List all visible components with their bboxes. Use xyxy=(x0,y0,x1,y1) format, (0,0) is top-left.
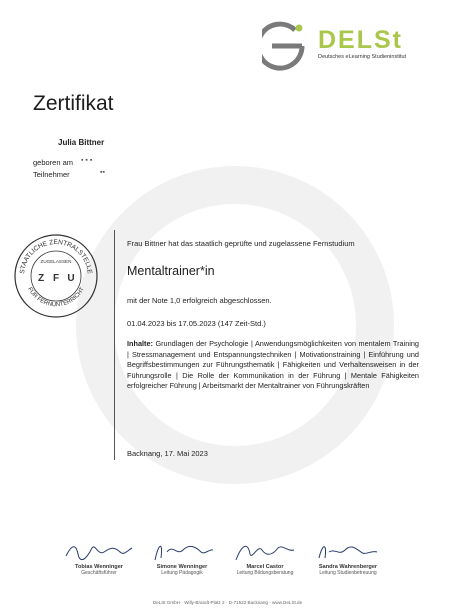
intro-text: Frau Bittner hat das staatlich geprüfte und zugelassene Fernstudium xyxy=(127,239,355,248)
course-title: Mentaltrainer*in xyxy=(127,264,215,278)
contents-label: Inhalte: xyxy=(127,339,153,348)
signature-role: Leitung Pädagogik xyxy=(161,570,203,576)
logo-wordmark: DELSt xyxy=(318,26,403,54)
seal-top-text: STAATLICHE ZENTRALSTELLE xyxy=(19,238,93,275)
redacted-birthdate: ▪︎ ▪︎ ▪︎ xyxy=(81,157,93,164)
signature-icon xyxy=(311,540,385,562)
signature-role: Leitung Studienbetreuung xyxy=(319,570,377,576)
content-divider xyxy=(114,230,115,460)
signature-block xyxy=(222,540,308,576)
seal-letter-f: F xyxy=(52,273,60,284)
participant-label: Teilnehmer xyxy=(33,170,70,179)
signature-name: Marcel Castor xyxy=(246,564,284,570)
place-date: Backnang, 17. Mai 2023 xyxy=(127,449,208,458)
signature-role: Geschäftsführer xyxy=(81,570,117,576)
signature-name: Simone Wenninger xyxy=(156,564,208,570)
signature-icon xyxy=(145,540,219,562)
redacted-participant-number: ▪︎▪︎ xyxy=(100,169,105,176)
signature-block xyxy=(305,540,391,576)
seal-bottom-text: FÜR FERNUNTERRICHT xyxy=(26,286,86,309)
contents-block xyxy=(127,339,419,392)
footer-address: DeLSt GmbH · Willy-Brandt-Platz 2 · D-71522 Backnang · www.DeLSt.de xyxy=(152,600,303,605)
zfu-seal xyxy=(13,233,99,319)
signature-block xyxy=(56,540,142,576)
grade-text: mit der Note 1,0 erfolgreich abgeschlossen. xyxy=(127,296,272,305)
signature-icon xyxy=(228,540,302,562)
signature-name: Sandra Wahrenberger xyxy=(318,564,378,570)
signature-role: Leitung Bildungsberatung xyxy=(236,570,294,576)
seal-center-text: ZUGELASSEN xyxy=(40,259,72,264)
date-range: 01.04.2023 bis 17.05.2023 (147 Zeit-Std.) xyxy=(127,319,266,328)
contents-text: Grundlagen der Psychologie | Anwendungsmöglichkeiten von mentalem Training | Stressmanagement und Entspannungstechniken | Motivationstraining | Einführung und Begriffsbestimmungen zur Führungsthematik | Fähigkeiten und Verhaltensweisen in der Führungsrolle | Die Rolle der Kommunikation in der Führung | Mentale Fähigkeiten erfolgreicher Führung | Arbeitsmarkt der Mentaltrainer von Führungskräften xyxy=(127,339,419,391)
recipient-name: Julia Bittner xyxy=(58,138,105,147)
signature-name: Tobias Wenninger xyxy=(75,564,123,570)
seal-letter-z: Z xyxy=(37,273,45,284)
certificate-title: Zertifikat xyxy=(33,92,114,115)
birth-label: geboren am xyxy=(33,158,74,167)
logo-subtitle: Deutsches eLearning Studieninstitut xyxy=(318,54,407,60)
signature-icon xyxy=(62,540,136,562)
seal-letter-u: U xyxy=(67,273,75,284)
signature-block xyxy=(139,540,225,576)
